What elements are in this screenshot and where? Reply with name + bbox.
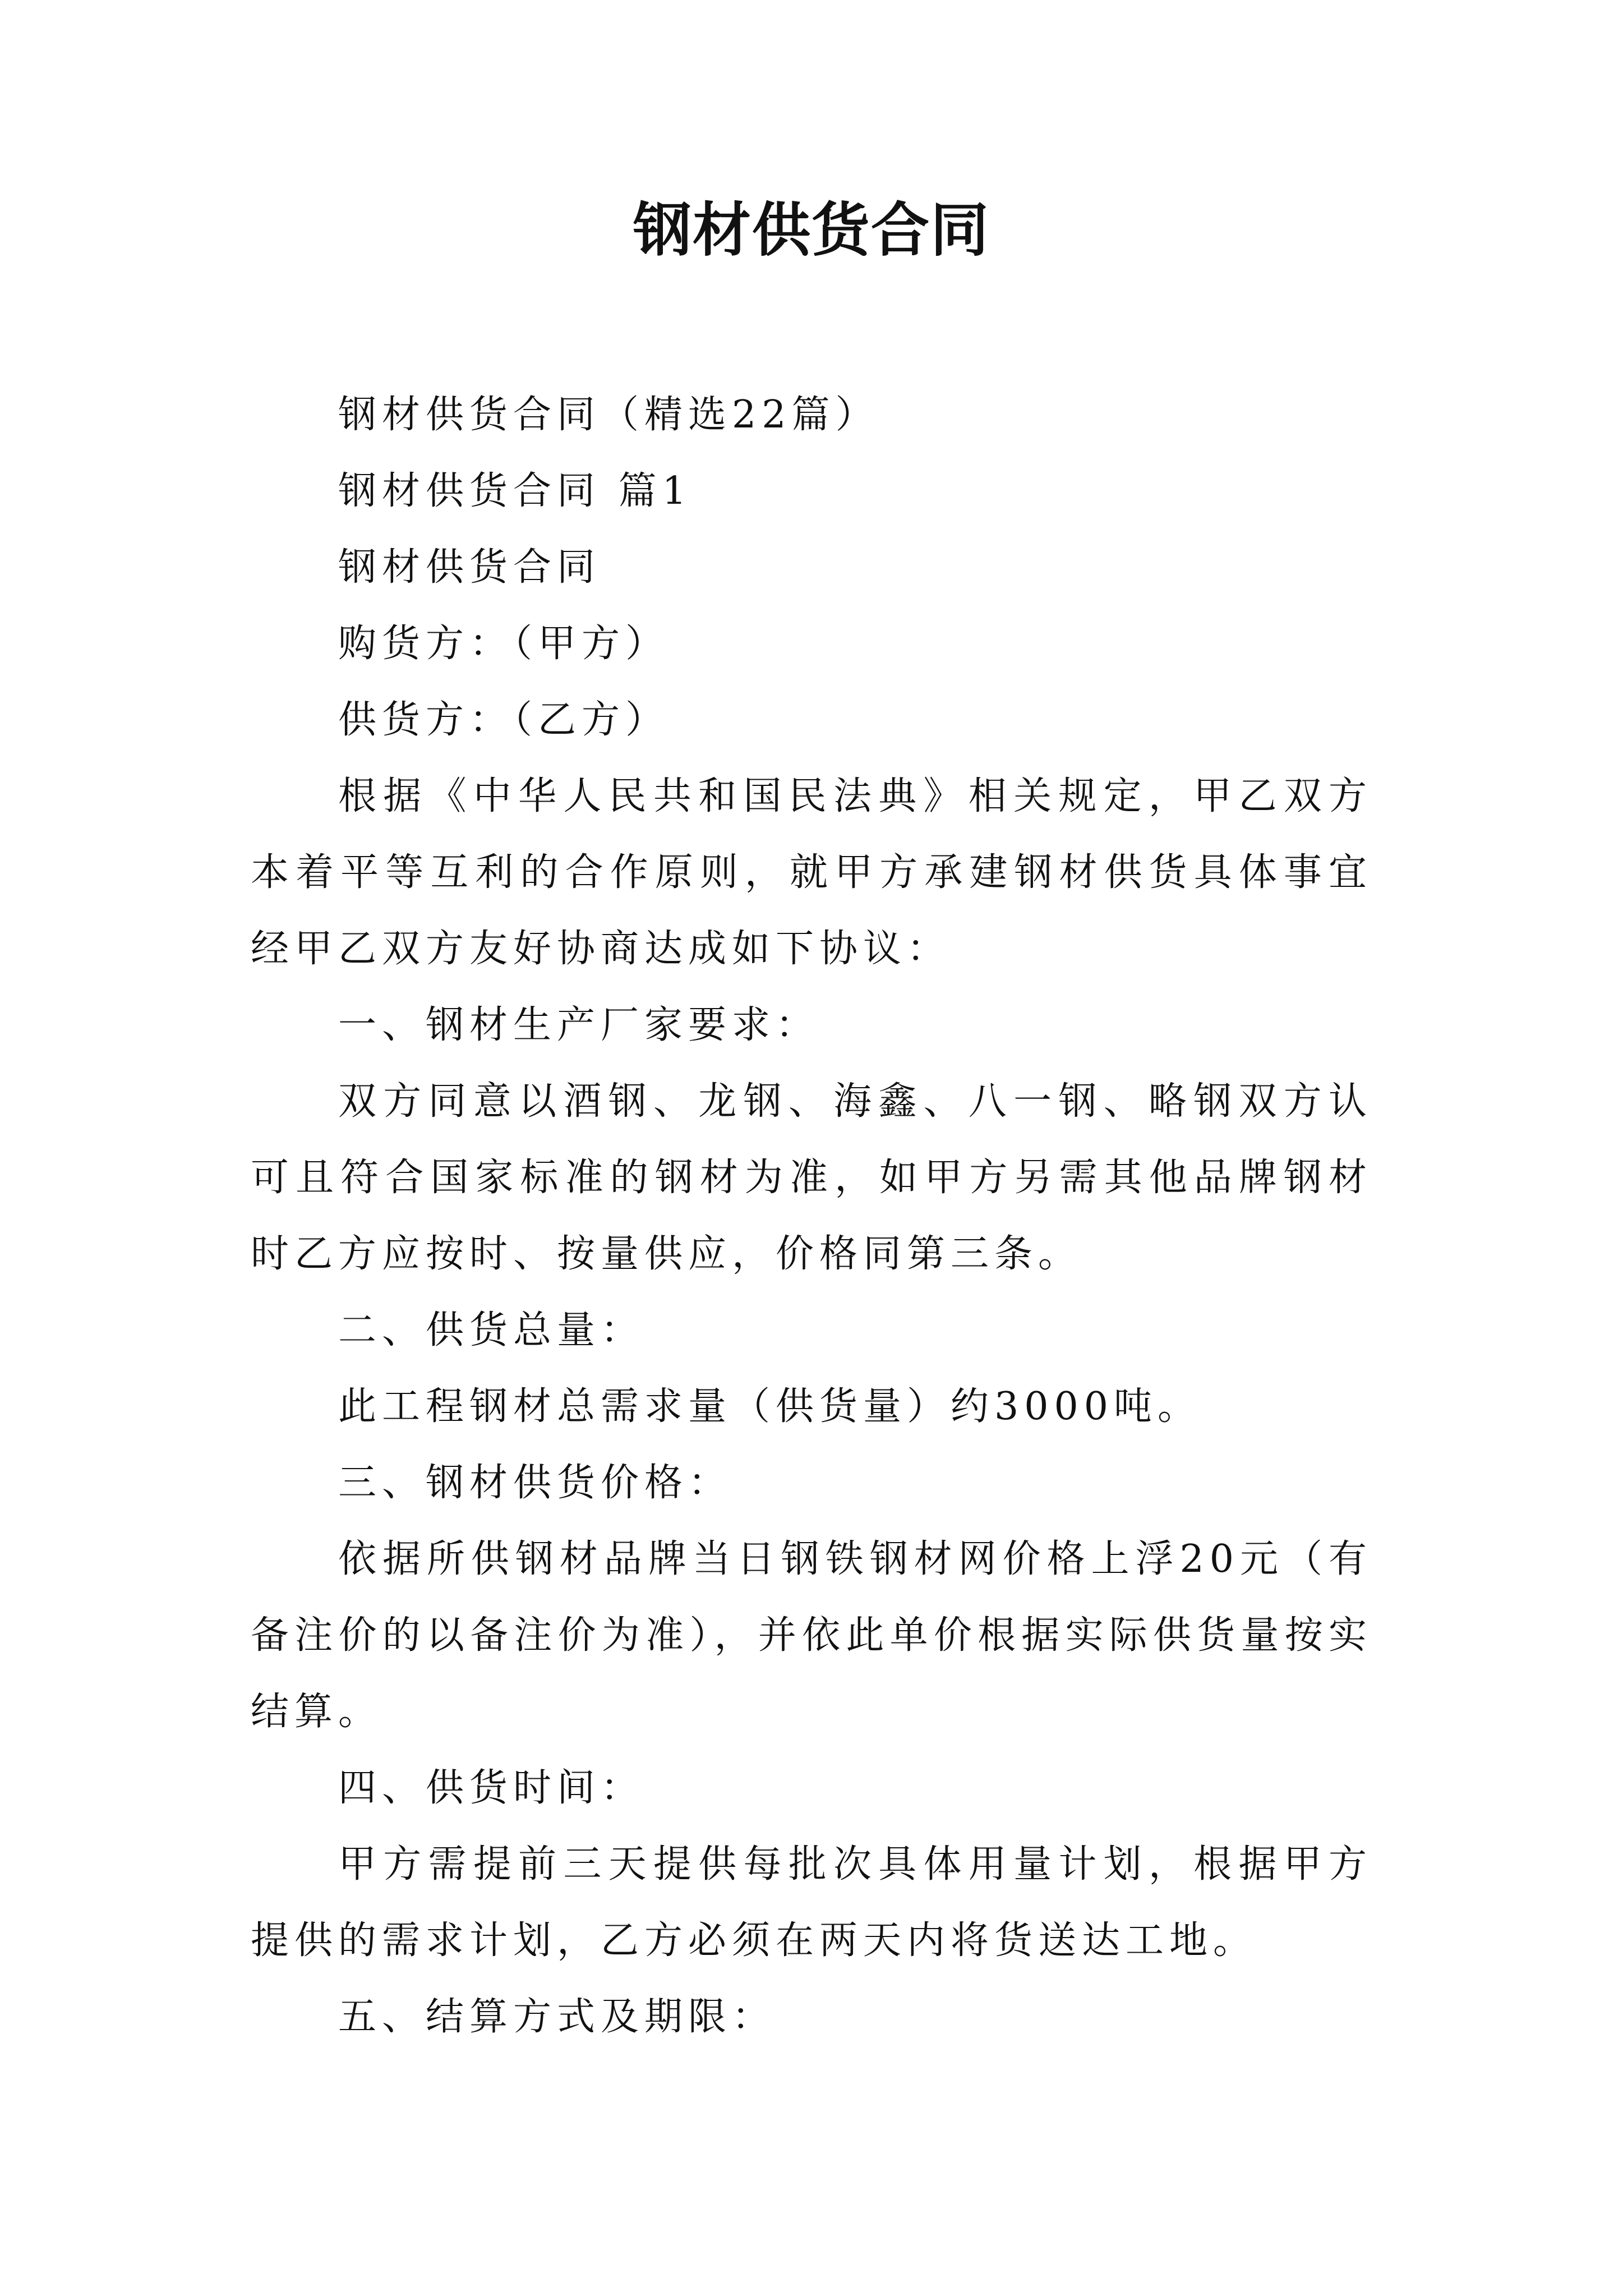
paragraph-contract-name: 钢材供货合同: [338, 545, 601, 590]
clause-4-heading: 四、供货时间：: [338, 1766, 645, 1810]
paragraph-section-heading: 钢材供货合同 篇1: [338, 469, 692, 513]
clause-1-heading: 一、钢材生产厂家要求：: [338, 1003, 820, 1047]
paragraph-subtitle: 钢材供货合同（精选22篇）: [338, 393, 879, 437]
clause-2-heading: 二、供货总量：: [338, 1308, 645, 1352]
clause-3-heading: 三、钢材供货价格：: [338, 1461, 732, 1505]
paragraph-preamble: 根据《中华人民共和国民法典》相关规定，甲乙双方本着平等互利的合作原则，就甲方承建钢材供货具体事宜经甲乙双方友好协商达成如下协议：: [251, 774, 1372, 971]
clause-2-body: 此工程钢材总需求量（供货量）约3000吨。: [338, 1384, 1202, 1429]
clause-3-body: 依据所供钢材品牌当日钢铁钢材网价格上浮20元（有备注价的以备注价为准），并依此单价根据实际供货量按实结算。: [251, 1537, 1372, 1734]
paragraph-buyer: 购货方：（甲方）: [338, 622, 670, 666]
paragraph-supplier: 供货方：（乙方）: [338, 698, 670, 742]
clause-1-body: 双方同意以酒钢、龙钢、海鑫、八一钢、略钢双方认可且符合国家标准的钢材为准，如甲方另需其他品牌钢材时乙方应按时、按量供应，价格同第三条。: [251, 1079, 1372, 1276]
clause-4-body: 甲方需提前三天提供每批次具体用量计划，根据甲方提供的需求计划，乙方必须在两天内将货送达工地。: [251, 1842, 1372, 1963]
clause-5-heading: 五、结算方式及期限：: [338, 1995, 776, 2039]
document-title: 钢材供货合同: [633, 196, 990, 264]
document-body: [251, 377, 1372, 2055]
